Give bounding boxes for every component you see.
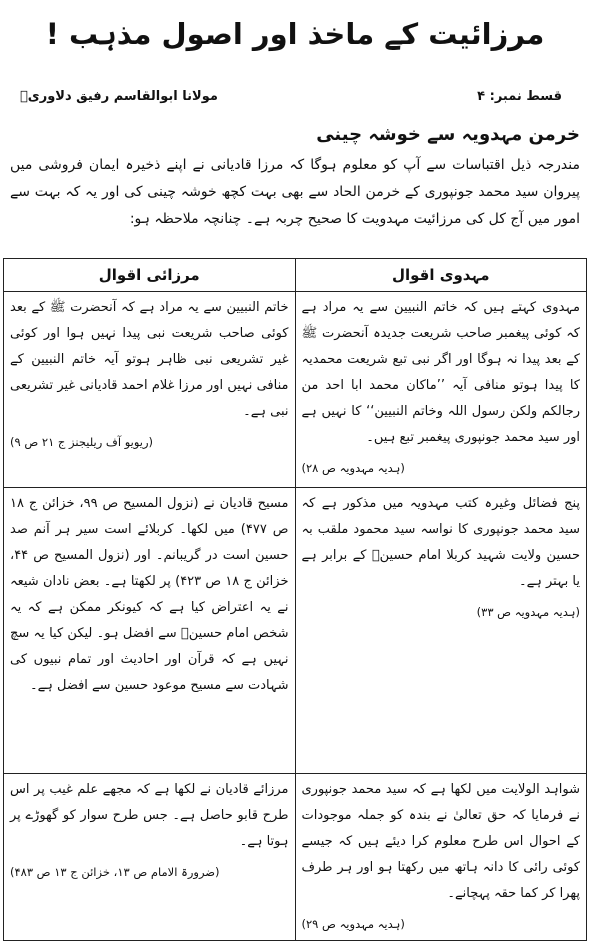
intro-paragraph: [10, 152, 580, 233]
mirzai-cell: [4, 488, 296, 774]
mirzai-reference: (ضرورۃ الامام ص ۱۳، خزائن ج ۱۳ ص ۴۸۳): [10, 865, 220, 879]
mahdavi-statement: شواہد الولایت میں لکھا ہے کہ سید محمد جونپوری نے فرمایا کہ حق تعالیٰ نے بندہ کو جملہ موجودات کے احوال اس طرح معلوم کرا دیئے ہیں کہ جیسے کوئی رائی کا دانہ ہاتھ میں رکھتا ہو اور ہر طرف پھرا کر کما حقہ پہچانے۔: [301, 782, 580, 901]
comparison-table: [3, 258, 587, 941]
mahdavi-statement: پنج فضائل وغیرہ کتب مہدویہ میں مذکور ہے کہ سید محمد جونپوری کا نواسہ سید محمود ملقب بہ حسین ولایت شہید کربلا امام حسینؓ کے برابر ہے یا بہتر ہے۔: [301, 496, 580, 589]
intro-text: مندرجہ ذیل اقتباسات سے آپ کو معلوم ہوگا کہ مرزا قادیانی نے اپنے ذخیرہ ایمان فروشی میں پیروان سید محمد جونپوری کے خرمن الحاد سے بھی بہت کچھ خوشہ چینی کی اور یہ کہ بہت سے امور میں آج کل کی مرزائیت مہدویت کا صحیح چربہ ہے۔ چنانچہ ملاحظہ ہو:: [10, 157, 580, 227]
mirzai-cell: [4, 774, 296, 941]
mahdavi-reference: (ہدیہ مہدویہ ص ۳۳): [476, 605, 580, 619]
column-header-mahdavi: مہدوی اقوال: [295, 259, 587, 292]
table-row: [4, 774, 587, 941]
mirzai-statement: مرزائے قادیان نے لکھا ہے کہ مجھے علم غیب پر اس طرح قابو حاصل ہے۔ جس طرح سوار کو گھوڑے پر ہوتا ہے۔: [10, 782, 289, 849]
mirzai-statement: مسیح قادیان نے (نزول المسیح ص ۹۹، خزائن ج ۱۸ ص ۴۷۷) میں لکھا۔ کربلائے است سیر ہر آنم صد حسین است در گریبانم۔ اور (نزول المسیح ص ۴۴، خزائن ج ۱۸ ص ۴۲۳) پر لکھتا ہے۔ بعض نادان شیعہ نے یہ اعتراض کیا ہے کہ کیونکر ممکن ہے کہ یہ شخص امام حسینؓ سے افضل ہو۔ لیکن کیا یہ سچ نہیں ہے کہ قرآن اور احادیث اور تمام نبیوں کی شہادت سے مسیح موعود حسین سے افضل ہے۔: [10, 496, 289, 693]
page-title: مرزائیت کے ماخذ اور اصول مذہب !: [45, 17, 545, 51]
mahdavi-statement: مہدوی کہتے ہیں کہ خاتم النبیین سے یہ مراد ہے کہ کوئی پیغمبر صاحب شریعت جدیدہ آنحضرت ﷺ کے بعد پیدا نہ ہوگا اور اگر نبی تبع شریعت محمدیہ کا پیدا ہوتو منافی آیہ ’’ماکان محمد ابا احد من رجالکم ولکن رسول اللہ وخاتم النبیین‘‘ کا نہیں ہے اور سید محمد جونپوری پیغمبر تبع ہیں۔: [301, 300, 580, 445]
mahdavi-reference: (ہدیہ مہدویہ ص ۲۹): [301, 917, 405, 931]
section-heading: خرمن مہدویہ سے خوشہ چینی: [316, 124, 580, 145]
author-name: مولانا ابوالقاسم رفیق دلاوریؒ: [20, 89, 218, 104]
article-meta: [20, 86, 562, 108]
table-header-row: [4, 259, 587, 292]
mahdavi-reference: (ہدیہ مہدویہ ص ۲۸): [301, 461, 405, 475]
mahdavi-cell: [295, 774, 587, 941]
column-header-mirzai: مرزائی اقوال: [4, 259, 296, 292]
table-row: [4, 292, 587, 488]
installment-number: قسط نمبر: ۴: [477, 89, 562, 104]
mahdavi-cell: [295, 488, 587, 774]
mirzai-statement: خاتم النبیین سے یہ مراد ہے کہ آنحضرت ﷺ کے بعد کوئی صاحب شریعت نبی پیدا نہیں ہوا اور کوئی غیر تشریعی نبی ظاہر ہوتو آیہ خاتم النبیین کے منافی نہیں اور مرزا غلام احمد قادیانی غیر تشریعی نبی ہے۔: [10, 300, 289, 419]
table-row: [4, 488, 587, 774]
mahdavi-cell: [295, 292, 587, 488]
mirzai-cell: [4, 292, 296, 488]
mirzai-reference: (ریویو آف ریلیجنز ج ۲۱ ص ۹): [10, 435, 154, 449]
